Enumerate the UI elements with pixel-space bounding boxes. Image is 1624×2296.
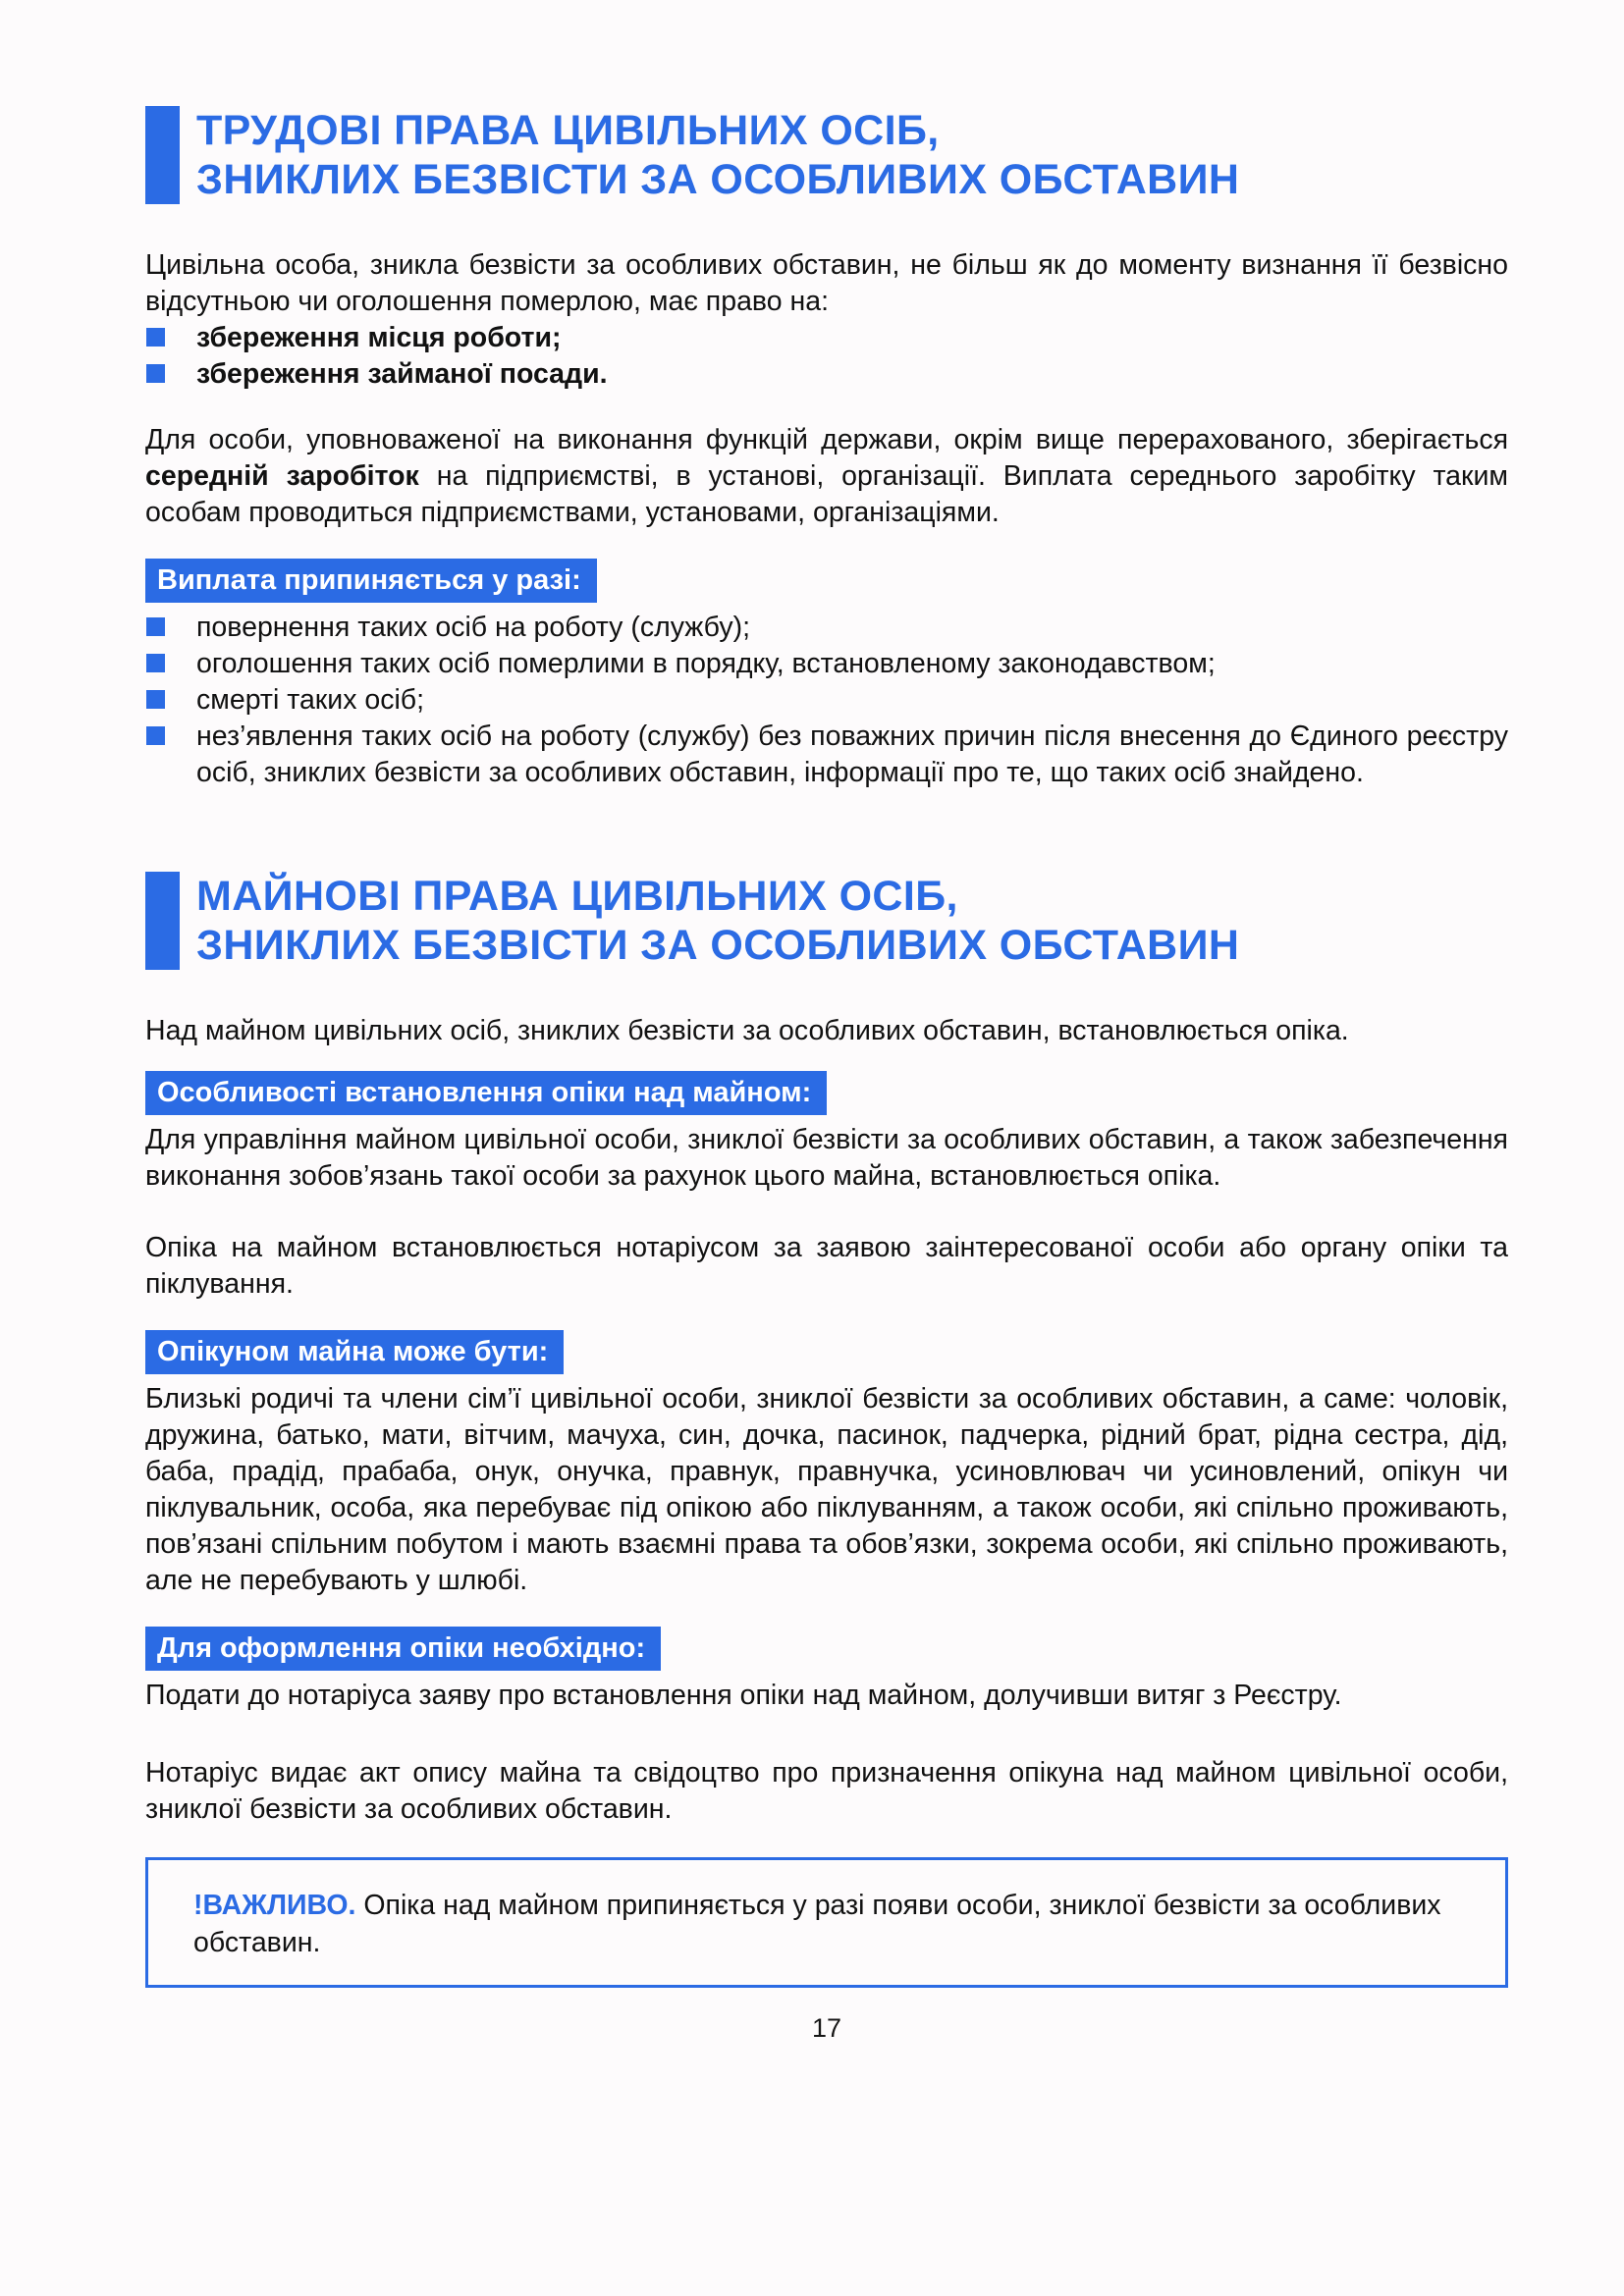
property-intro-paragraph: Над майном цивільних осіб, зниклих безвісти за особливих обставин, встановлюється опіка. — [145, 1015, 1349, 1046]
property-rights-title — [196, 872, 1239, 970]
notary-act-paragraph: Нотаріус видає акт опису майна та свідоцтво про призначення опікуна над майном цивільної особи, зниклої безвісти за особливих обставин. — [145, 1757, 1508, 1825]
subheading-payment-stops-label: Виплата припиняється у разі: — [145, 559, 597, 603]
bullet-square-icon — [146, 617, 165, 636]
list-item-text: смерті таких осіб; — [196, 684, 425, 716]
labor-rights-title — [196, 106, 1239, 204]
list-item — [145, 320, 1508, 356]
bullet-square-icon — [146, 690, 165, 709]
bullet-square-icon — [146, 654, 165, 672]
property-rights-heading — [145, 872, 1508, 970]
formalize-guardianship-paragraph: Подати до нотаріуса заяву про встановлення опіки над майном, долучивши витяг з Реєстру. — [145, 1680, 1342, 1711]
labor-intro-paragraph: Цивільна особа, зникла безвісти за особливих обставин, не більш як до моменту визнання її безвісно відсутньою чи оголошення померлою, має право на: — [145, 249, 1508, 317]
important-note-text — [193, 1887, 1460, 1961]
paragraph-text: на підприємстві, в установі, організації. Виплата середнього заробітку таким особам проводиться підприємствами, установами, організаціями. — [145, 460, 1509, 528]
list-item-text: оголошення таких осіб померлими в порядку, встановленому законодавством; — [196, 648, 1216, 679]
subheading-guardian-can-be — [145, 1330, 1508, 1374]
notary-guardianship-paragraph: Опіка на майном встановлюється нотаріусом за заявою заінтересованої особи або органу опіки та піклування. — [145, 1232, 1508, 1300]
list-item — [145, 610, 1508, 646]
paragraph-text: Для особи, уповноваженої на виконання функцій держави, окрім вище перерахованого, зберігається — [145, 424, 1508, 455]
bullet-square-icon — [146, 364, 165, 383]
list-item — [145, 682, 1508, 719]
heading-accent-bar — [145, 106, 180, 204]
property-rights-title-line2: ЗНИКЛИХ БЕЗВІСТИ ЗА ОСОБЛИВИХ ОБСТАВИН — [196, 922, 1240, 969]
subheading-payment-stops — [145, 559, 1508, 603]
labor-rights-list — [145, 320, 1508, 393]
bullet-square-icon — [146, 726, 165, 745]
list-item — [145, 356, 1508, 393]
subheading-formalize-guardianship — [145, 1627, 1508, 1671]
list-item — [145, 646, 1508, 682]
page-number: 17 — [811, 2013, 842, 2043]
section-property-rights — [145, 872, 1508, 1988]
property-rights-title-line1: МАЙНОВІ ПРАВА ЦИВІЛЬНИХ ОСІБ, — [196, 873, 958, 920]
subheading-guardianship-features-label: Особливості встановлення опіки над майном: — [145, 1071, 827, 1115]
list-item — [145, 719, 1508, 791]
important-note-box — [145, 1857, 1508, 1988]
important-label: !ВАЖЛИВО. — [193, 1890, 356, 1921]
subheading-guardian-can-be-label: Опікуном майна може бути: — [145, 1330, 564, 1374]
guardian-list-paragraph: Близькі родичі та члени сім’ї цивільної особи, зниклої безвісти за особливих обставин, а саме: чоловік, дружина, батько, мати, вітчим, мачуха, син, дочка, пасинок, падчерка, рідний брат, рідна сестра, дід, баба, прадід, прабаба, онук, онучка, правнук, правнучка, усиновлювач чи усиновлений, опікун чи піклувальник, особа, яка перебуває під опікою або піклуванням, а також особи, які спільно проживають, пов’язані спільним побутом і мають взаємні права та обов’язки, зокрема особи, які спільно проживають, але не перебувають у шлюбі. — [145, 1383, 1508, 1596]
labor-rights-title-line2: ЗНИКЛИХ БЕЗВІСТИ ЗА ОСОБЛИВИХ ОБСТАВИН — [196, 156, 1240, 203]
list-item-text: збереження місця роботи; — [196, 322, 562, 353]
average-salary-paragraph — [145, 422, 1508, 531]
list-item-text: збереження займаної посади. — [196, 358, 608, 390]
bullet-square-icon — [146, 328, 165, 347]
section-labor-rights — [145, 106, 1508, 791]
subheading-formalize-guardianship-label: Для оформлення опіки необхідно: — [145, 1627, 661, 1671]
paragraph-bold-text: середній заробіток — [145, 460, 419, 492]
guardianship-features-paragraph: Для управління майном цивільної особи, зниклої безвісти за особливих обставин, а також забезпечення виконання зобов’язань такої особи за рахунок цього майна, встановлюється опіка. — [145, 1124, 1508, 1192]
list-item-text: повернення таких осіб на роботу (службу); — [196, 612, 751, 643]
subheading-guardianship-features — [145, 1071, 1508, 1115]
payment-stop-list — [145, 610, 1508, 791]
important-body-text: Опіка над майном припиняється у разі появи особи, зниклої безвісти за особливих обставин. — [193, 1890, 1441, 1958]
list-item-text: нез’явлення таких осіб на роботу (службу) без поважних причин після внесення до Єдиного реєстру осіб, зниклих безвісти за особливих обставин, інформації про те, що таких осіб знайдено. — [196, 721, 1508, 788]
heading-accent-bar — [145, 872, 180, 970]
labor-rights-title-line1: ТРУДОВІ ПРАВА ЦИВІЛЬНИХ ОСІБ, — [196, 107, 940, 154]
labor-rights-heading — [145, 106, 1508, 204]
